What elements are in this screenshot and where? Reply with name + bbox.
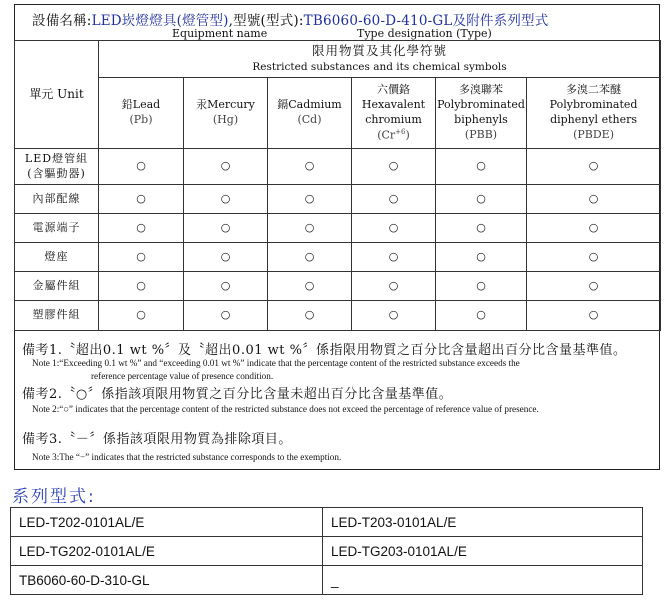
table-row [11,566,643,595]
symbol-text: (Cr [377,128,396,142]
status-mark: ○ [527,185,661,214]
table-row [15,214,661,243]
substance-name-en: Polybrominated [549,98,638,112]
series-table [10,507,643,595]
substance-name-en: diphenyl ethers [550,113,637,126]
status-mark: ○ [527,243,661,272]
status-mark: ○ [184,185,268,214]
series-title: 系列型式: [12,487,96,507]
substance-symbol: (Pb) [129,113,153,126]
status-mark: ○ [99,301,184,331]
status-mark: ○ [352,301,436,331]
status-mark: ○ [184,243,268,272]
note-3-zh: 備考3.〝－〞係指該項限用物質為排除項目。 [22,432,292,447]
equipment-label: 設備名稱: [32,13,92,29]
note-2-en: Note 2:“○” indicates that the percentage content of the restricted substance does not exceed the percentage of reference value of presence. [32,404,539,414]
status-mark: ○ [268,243,352,272]
substance-name-en: Hexavalent [361,97,426,111]
type-value: TB6060-60-D-410-GL及附件系列型式 [303,13,549,29]
table-row [15,149,661,185]
substance-symbol: (PBB) [464,127,498,141]
equipment-name-en: Equipment name [172,27,268,40]
row-label: 金屬件組 [15,272,99,301]
substance-symbol: (Hg) [212,113,239,126]
status-mark: ○ [268,272,352,301]
symbol-superscript: +6 [395,127,406,136]
substance-lead [99,78,184,149]
type-label: ,型號(型式): [228,13,304,29]
note-2-zh: 備考2.〝○〞係指該項限用物質之百分比含量未超出百分比含量基準值。 [22,387,453,402]
equipment-name-line [32,9,548,29]
note-1-en: Note 1:“Exceeding 0.1 wt %” and “exceeding 0.01 wt %” indicate that the percentage content of the restricted substance exceeds the [32,358,520,368]
substance-mercury [184,78,268,149]
substance-name: 多溴聯苯 [459,83,503,97]
status-mark: ○ [527,272,661,301]
model-cell: _ [323,566,643,595]
substance-name: 多溴二苯醚 [566,83,622,97]
status-mark: ○ [436,149,527,185]
substances-group-header [99,41,661,78]
status-mark: ○ [184,272,268,301]
status-mark: ○ [436,301,527,331]
substance-symbol [352,128,435,144]
status-mark: ○ [268,301,352,331]
model-cell: LED-TG202-0101AL/E [11,537,323,566]
row-label [15,149,99,185]
substance-pbb [436,78,527,149]
note-1-zh: 備考1.〝超出0.1 wt %〞及〝超出0.01 wt %〞係指限用物質之百分比含量超出百分比含量基準值。 [22,343,627,358]
status-mark: ○ [99,185,184,214]
row-label: 電源端子 [15,214,99,243]
restricted-substances-table [14,40,661,331]
status-mark: ○ [99,149,184,185]
status-mark: ○ [268,149,352,185]
row-label: 燈座 [15,243,99,272]
type-designation-en: Type designation (Type) [357,27,492,40]
note-3-en: Note 3:The “−” indicates that the restricted substance corresponds to the exemption. [32,452,342,462]
status-mark: ○ [436,243,527,272]
status-mark: ○ [99,272,184,301]
substance-name-en: biphenyls [454,113,508,126]
substance-symbol: (PBDE) [573,127,614,141]
status-mark: ○ [436,272,527,301]
status-mark: ○ [527,149,661,185]
row-label-line: (含驅動器) [27,166,86,180]
status-mark: ○ [527,214,661,243]
table-row [11,537,643,566]
status-mark: ○ [184,214,268,243]
status-mark: ○ [352,272,436,301]
status-mark: ○ [352,185,436,214]
substance-hexavalent-chromium [352,78,436,149]
table-row [11,508,643,537]
status-mark: ○ [99,243,184,272]
substance-name: 六價鉻 [377,82,410,96]
substance-name: 鉛Lead [121,98,161,112]
status-mark: ○ [184,301,268,331]
status-mark: ○ [352,149,436,185]
model-cell: LED-T203-0101AL/E [323,508,643,537]
row-label: 內部配線 [15,185,99,214]
group-title-en: Restricted substances and its chemical symbols [252,61,507,74]
table-row [15,243,661,272]
model-cell: TB6060-60-D-310-GL [11,566,323,595]
status-mark: ○ [352,214,436,243]
table-row [15,301,661,331]
status-mark: ○ [184,149,268,185]
status-mark: ○ [527,301,661,331]
substance-name-en: chromium [365,112,422,126]
substance-name: 鎘Cadmium [277,98,342,112]
substance-cadmium [268,78,352,149]
row-label-line: LED燈管組 [24,151,89,165]
status-mark: ○ [99,214,184,243]
equipment-name: LED崁燈燈具(燈管型) [91,13,229,29]
status-mark: ○ [352,243,436,272]
note-1-en-cont: reference percentage value of presence condition. [91,371,274,381]
status-mark: ○ [268,214,352,243]
status-mark: ○ [436,185,527,214]
symbol-close: ) [405,128,410,142]
substance-pbde [527,78,661,149]
notes-section [14,334,660,470]
model-cell: LED-TG203-0101AL/E [323,537,643,566]
substance-header-row [15,78,661,149]
unit-header: 單元 Unit [15,41,99,149]
status-mark: ○ [436,214,527,243]
declaration-header [14,4,662,44]
status-mark: ○ [268,185,352,214]
group-title-zh: 限用物質及其化學符號 [312,43,448,59]
substance-name: 汞Mercury [196,98,255,112]
model-cell: LED-T202-0101AL/E [11,508,323,537]
substance-symbol: (Cd) [297,113,322,126]
table-row [15,185,661,214]
row-label: 塑膠件組 [15,301,99,331]
substance-name-en: Polybrominated [437,98,525,112]
table-row [15,272,661,301]
